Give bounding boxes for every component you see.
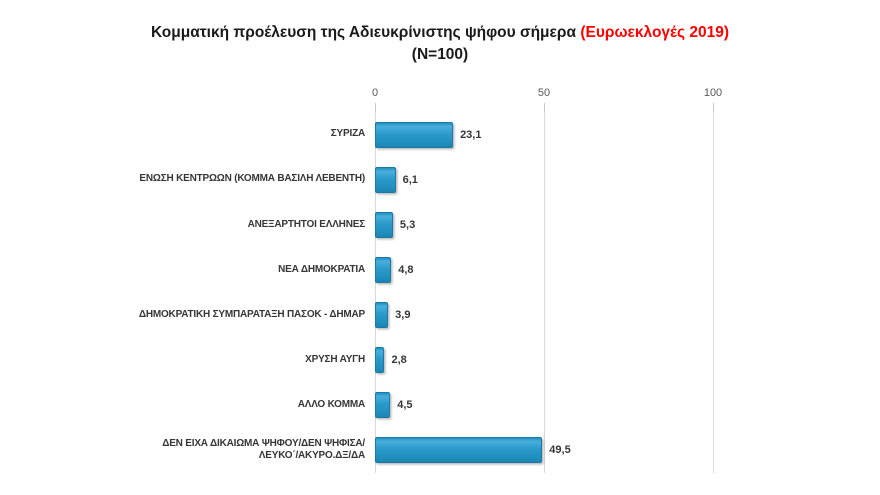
bar-value-label: 4,5	[397, 399, 413, 412]
bar-row	[131, 112, 713, 157]
chart-subtitle: (N=100)	[411, 46, 469, 63]
bar-track	[375, 212, 713, 238]
category-label: ΑΝΕΞΑΡΤΗΤΟΙ ΕΛΛΗΝΕΣ	[247, 218, 365, 230]
bar-row	[131, 383, 713, 428]
bar	[375, 167, 396, 193]
bar	[375, 347, 384, 373]
bar-value-label: 2,8	[391, 354, 407, 367]
bar-row	[131, 293, 713, 338]
bar-track	[375, 437, 713, 463]
category-label: ΔΗΜΟΚΡΑΤΙΚΗ ΣΥΜΠΑΡΑΤΑΞΗ ΠΑΣΟΚ - ΔΗΜΑΡ	[138, 308, 365, 320]
chart-title	[0, 22, 880, 44]
category-label: ΝΕΑ ΔΗΜΟΚΡΑΤΙΑ	[278, 263, 365, 275]
bar-value-label: 4,8	[398, 263, 414, 276]
bar-value-label: 23,1	[460, 128, 482, 141]
bar-row	[131, 338, 713, 383]
chart-title-main: Κομματική προέλευση της Αδιευκρίνιστης ψήφου σήμερα	[150, 24, 581, 41]
bar	[375, 437, 542, 463]
tickmark-x-100	[713, 103, 714, 112]
tickmark-x-0	[375, 103, 376, 112]
bar	[375, 122, 453, 148]
bar-value-label: 5,3	[399, 218, 416, 231]
bar-value-label: 3,9	[395, 309, 411, 322]
bar-row	[131, 202, 713, 247]
bar-value-label: 6,1	[402, 173, 418, 186]
bar-track	[375, 257, 713, 283]
category-label: ΔΕΝ ΕΙΧΑ ΔΙΚΑΙΩΜΑ ΨΗΦΟΥ/ΔΕΝ ΨΗΦΙΣΑ/ΛΕΥΚΟ΄/ΑΚΥΡΟ.ΔΞ/ΔΑ	[162, 437, 365, 462]
bar	[375, 212, 393, 238]
category-label: ΧΡΥΣΗ ΑΥΓΗ	[305, 353, 365, 365]
chart-title-block	[0, 22, 880, 66]
bar-row	[131, 428, 713, 473]
bar-row	[131, 247, 713, 292]
category-label: ΣΥΡΙΖΑ	[330, 128, 365, 140]
bar	[375, 302, 388, 328]
bar	[375, 392, 390, 418]
bar-track	[375, 302, 713, 328]
tick-label-x-100: 100	[703, 87, 723, 99]
category-label: ΕΝΩΣΗ ΚΕΝΤΡΩΩΝ (ΚΟΜΜΑ ΒΑΣΙΛΗ ΛΕΒΕΝΤΗ)	[139, 173, 365, 185]
category-label: ΑΛΛΟ ΚΟΜΜΑ	[297, 399, 365, 411]
bar-value-label: 49,5	[549, 444, 571, 457]
bar	[375, 257, 391, 283]
tick-label-x-50: 50	[537, 87, 551, 99]
tick-label-x-0: 0	[371, 87, 379, 99]
bar-chart	[131, 87, 723, 473]
tickmark-x-50	[544, 103, 545, 112]
bar-track	[375, 167, 713, 193]
bar-track	[375, 392, 713, 418]
bar-row	[131, 157, 713, 202]
bar-track	[375, 347, 713, 373]
bar-rows	[131, 112, 713, 473]
bar-track	[375, 122, 713, 148]
gridline-x-100	[713, 112, 714, 473]
chart-title-highlight: (Ευρωεκλογές 2019)	[580, 24, 730, 41]
